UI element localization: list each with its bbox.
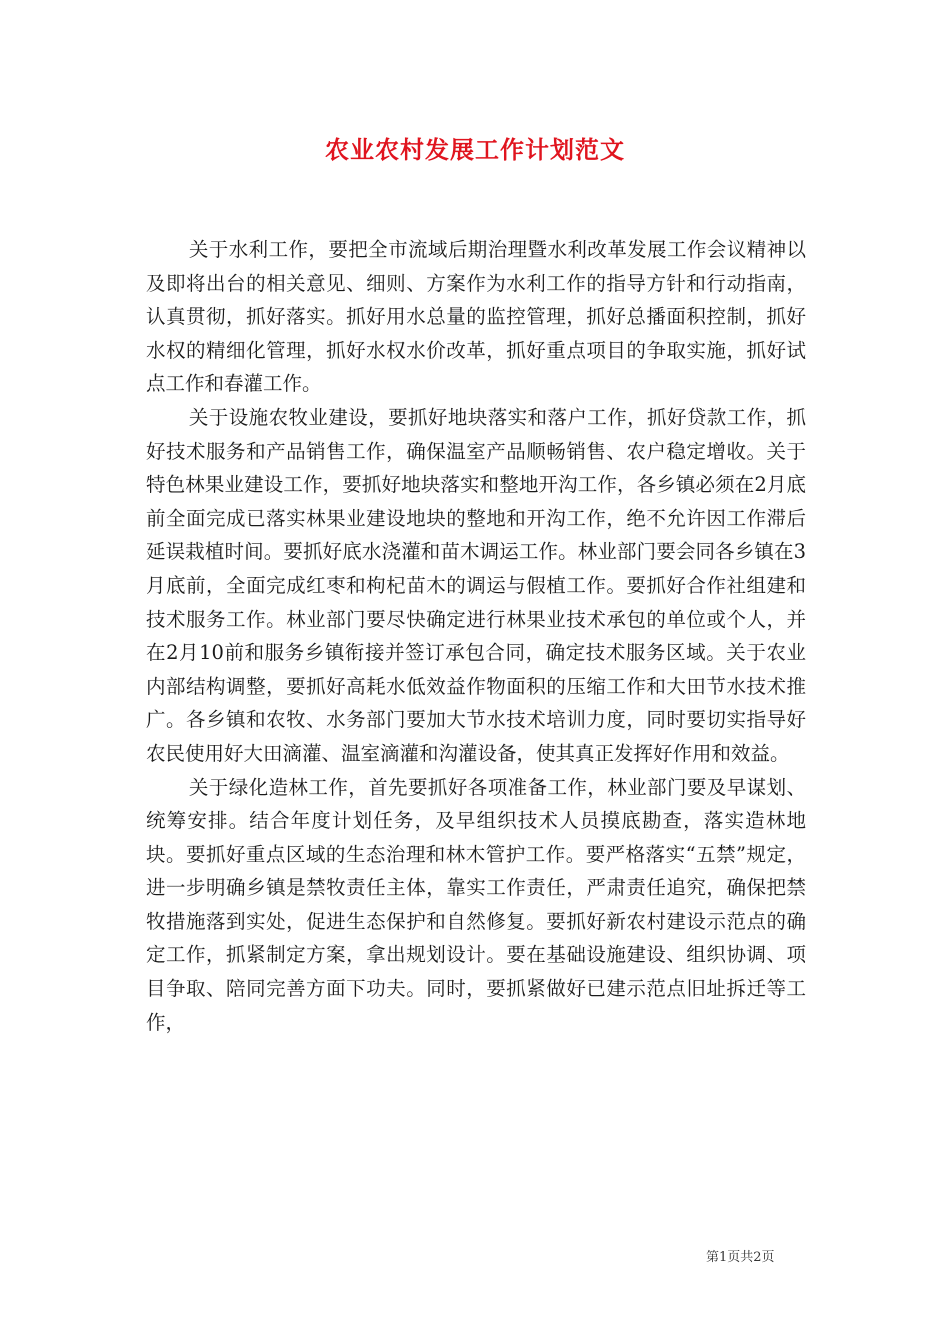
paragraph-facility-agriculture: 关于设施农牧业建设，要抓好地块落实和落户工作，抓好贷款工作，抓好技术服务和产品销售工作，确保温室产品顺畅销售、农户稳定增收。关于特色林果业建设工作，要抓好地块落实和整地开沟工作，各乡镇必须在2月底前全面完成已落实林果业建设地块的整地和开沟工作，绝不允许因工作滞后延误栽植时间。要抓好底水浇灌和苗木调运工作。林业部门要会同各乡镇在3月底前，全面完成红枣和枸杞苗木的调运与假植工作。要抓好合作社组建和技术服务工作。林业部门要尽快确定进行林果业技术承包的单位或个人，并在2月10前和服务乡镇衔接并签订承包合同，确定技术服务区域。关于农业内部结构调整，要抓好高耗水低效益作物面积的压缩工作和大田节水技术推广。各乡镇和农牧、水务部门要加大节水技术培训力度，同时要切实指导好农民使用好大田滴灌、温室滴灌和沟灌设备，使其真正发挥好作用和效益。: [146, 405, 806, 765]
document-title: 农业农村发展工作计划范文: [325, 135, 625, 164]
page-number-footer: [706, 1246, 816, 1265]
page-number-label: 第1页共2页: [706, 1250, 775, 1265]
document-body: [146, 233, 806, 1039]
paragraph-afforestation: 关于绿化造林工作，首先要抓好各项准备工作，林业部门要及早谋划、统筹安排。结合年度计划任务，及早组织技术人员摸底勘查，落实造林地块。要抓好重点区域的生态治理和林木管护工作。要严格落实“五禁”规定，进一步明确乡镇是禁牧责任主体，靠实工作责任，严肃责任追究，确保把禁牧措施落到实处，促进生态保护和自然修复。要抓好新农村建设示范点的确定工作，抓紧制定方案，拿出规划设计。要在基础设施建设、组织协调、项目争取、陪同完善方面下功夫。同时，要抓紧做好已建示范点旧址拆迁等工作，: [146, 775, 806, 1034]
paragraph-water-conservancy: 关于水利工作，要把全市流域后期治理暨水利改革发展工作会议精神以及即将出台的相关意见、细则、方案作为水利工作的指导方针和行动指南，认真贯彻，抓好落实。抓好用水总量的监控管理，抓好总播面积控制，抓好水权的精细化管理，抓好水权水价改革，抓好重点项目的争取实施，抓好试点工作和春灌工作。: [146, 238, 806, 396]
